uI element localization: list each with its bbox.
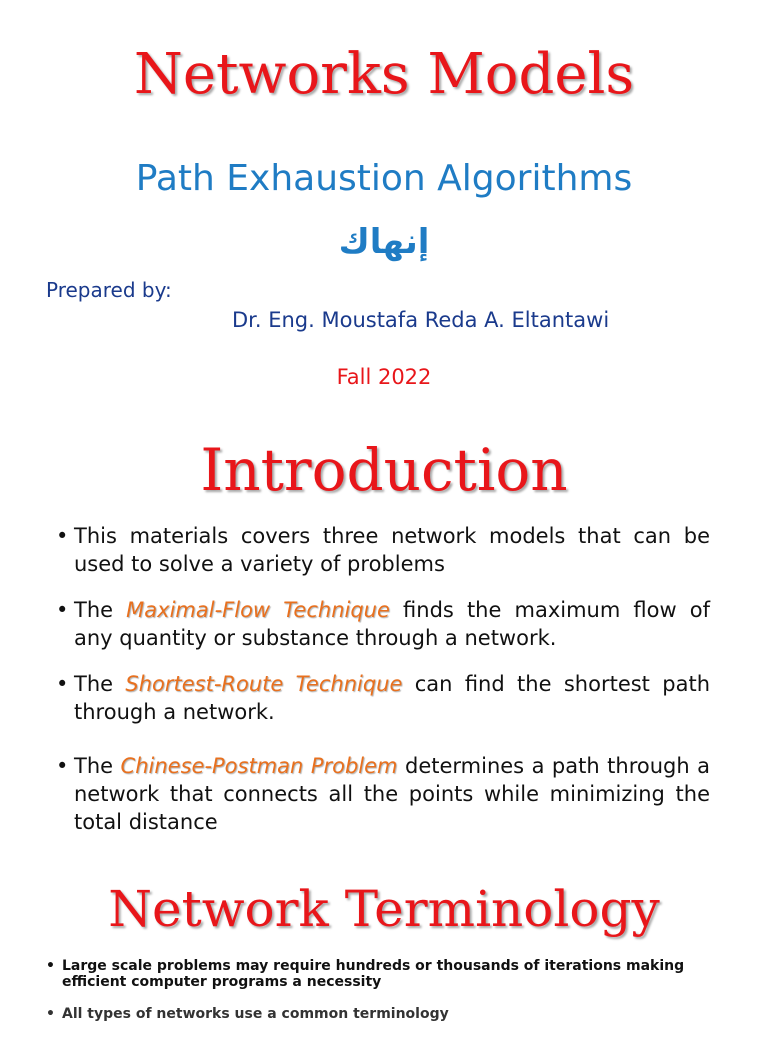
bullet-item: • All types of networks use a common terminology	[46, 1006, 736, 1022]
bullet-item	[56, 752, 710, 836]
bullet-text-before: The	[74, 754, 121, 778]
highlighted-term: Maximal-Flow Technique	[126, 598, 390, 622]
slide-title: Network Terminology	[108, 880, 660, 938]
bullet-item	[56, 596, 710, 652]
bullet-text-before: The	[74, 672, 126, 696]
bullet-text: This materials covers three network models that can be used to solve a variety of problems	[74, 524, 710, 576]
bullet-item	[56, 522, 710, 578]
bullet-text-after: finds the maximum flow of any quantity or substance through a network.	[74, 598, 711, 650]
bullet-text-before: The	[74, 598, 127, 622]
bullet-text-after: can find the shortest path through a network.	[74, 672, 710, 724]
bullet-item	[56, 670, 710, 726]
highlighted-term: Shortest-Route Technique	[125, 672, 403, 696]
slide-title: Networks Models	[133, 42, 635, 107]
author-name: Dr. Eng. Moustafa Reda A. Eltantawi	[232, 308, 610, 332]
slide-subtitle: Path Exhaustion Algorithms	[135, 158, 633, 199]
prepared-by-label: Prepared by:	[46, 278, 172, 302]
slide-title: Introduction	[200, 436, 568, 504]
bullet-item: • Large scale problems may require hundreds or thousands of iterations making efficient computer programs a necessity	[46, 958, 736, 990]
bullet-list	[46, 958, 736, 1038]
bullet-text-after: determines a path through a network that connects all the points while minimizing the total distance	[74, 754, 711, 834]
term-label: Fall 2022	[336, 365, 432, 389]
slide-subtitle-arabic: إنهاك	[338, 222, 430, 262]
bullet-list	[56, 522, 710, 854]
highlighted-term: Chinese-Postman Problem	[120, 754, 398, 778]
introduction-slide	[0, 420, 768, 860]
terminology-slide	[0, 860, 768, 1024]
title-slide	[0, 0, 768, 420]
